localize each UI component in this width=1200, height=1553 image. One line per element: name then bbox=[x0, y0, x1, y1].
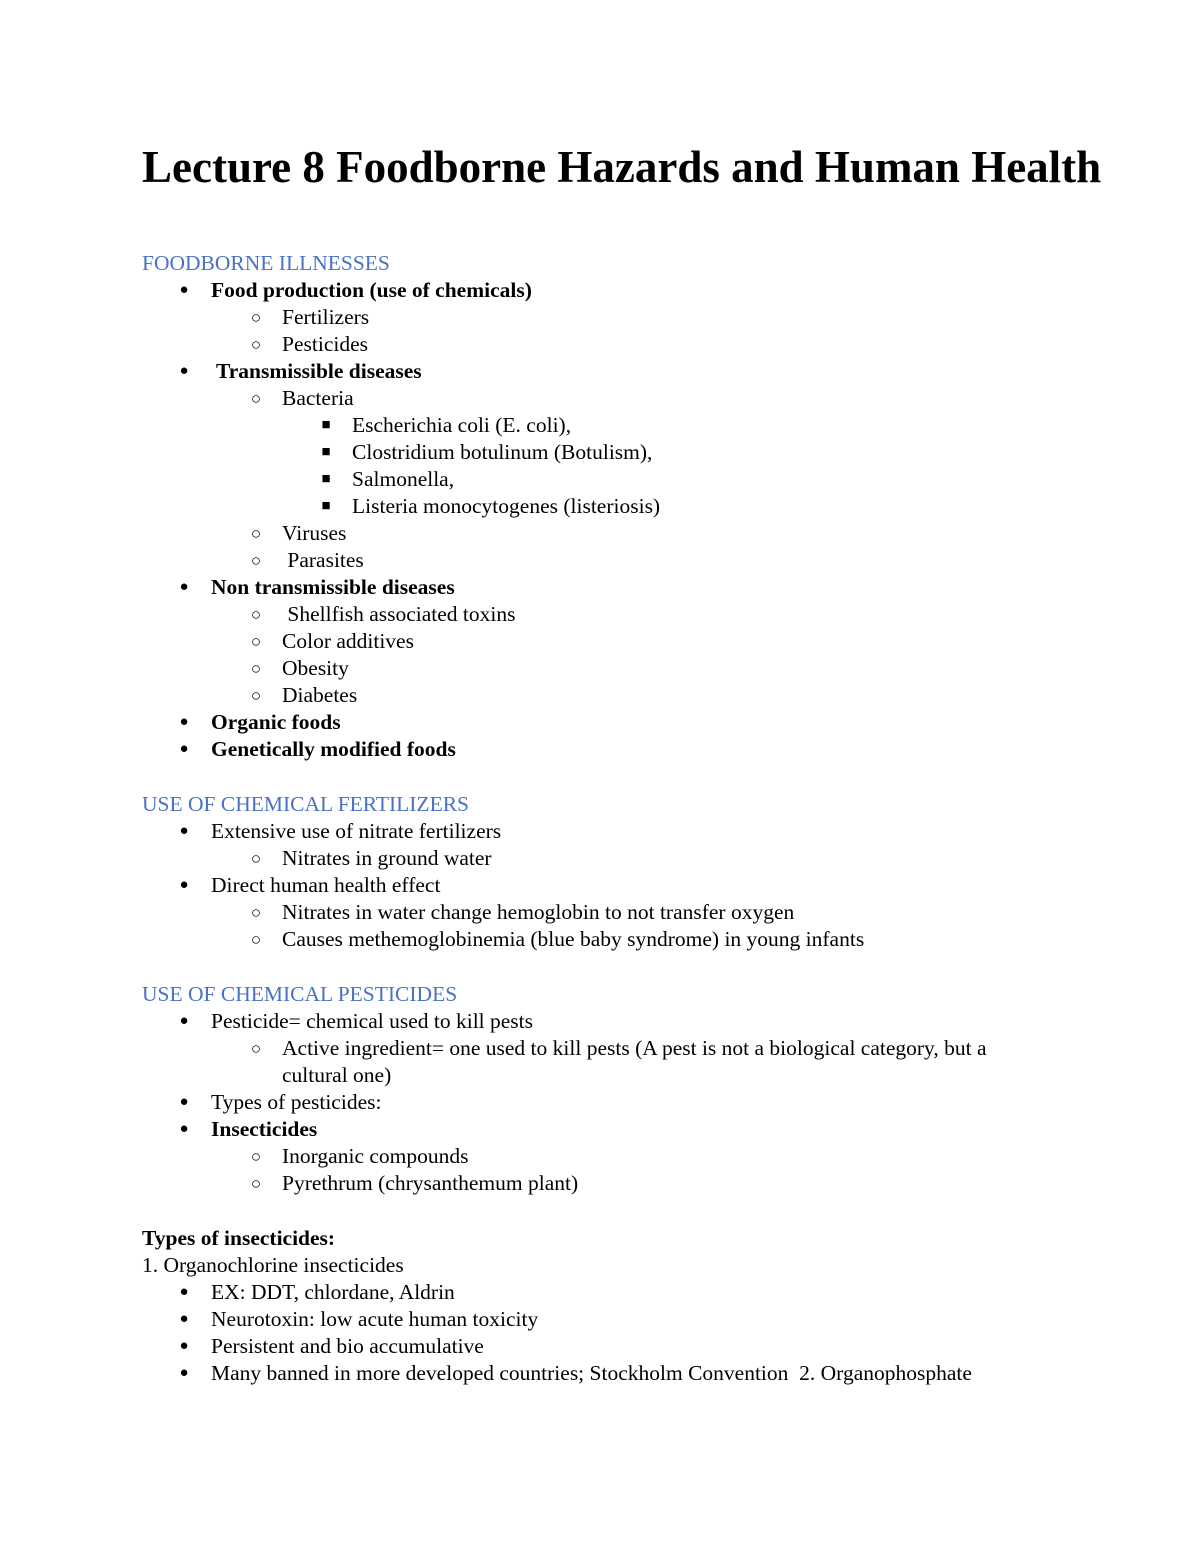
section-heading: USE OF CHEMICAL PESTICIDES bbox=[142, 982, 458, 1006]
numbered-item: 1. Organochlorine insecticides bbox=[142, 1253, 404, 1277]
bullet-square-icon: ■ bbox=[321, 498, 331, 514]
bullet-circle-icon: ○ bbox=[250, 903, 262, 922]
section-heading: USE OF CHEMICAL FERTILIZERS bbox=[142, 792, 469, 816]
bullet-circle-icon: ○ bbox=[250, 308, 262, 327]
bullet-disc-icon: ● bbox=[179, 363, 189, 379]
bullet-circle-icon: ○ bbox=[250, 335, 262, 354]
bullet-disc-icon: ● bbox=[179, 1121, 189, 1137]
section-heading: FOODBORNE ILLNESSES bbox=[142, 251, 390, 275]
bullet-circle-icon: ○ bbox=[250, 389, 262, 408]
bullet-circle-icon: ○ bbox=[250, 524, 262, 543]
bullet-circle-icon: ○ bbox=[250, 551, 262, 570]
bullet-disc-icon: ● bbox=[179, 1284, 189, 1300]
bullet-disc-icon: ● bbox=[179, 714, 189, 730]
bullet-disc-icon: ● bbox=[179, 579, 189, 595]
bullet-circle-icon: ○ bbox=[250, 605, 262, 624]
bullet-disc-icon: ● bbox=[179, 877, 189, 893]
bullet-disc-icon: ● bbox=[179, 1311, 189, 1327]
bullet-disc-icon: ● bbox=[179, 1338, 189, 1354]
bullet-disc-icon: ● bbox=[179, 282, 189, 298]
bullet-circle-icon: ○ bbox=[250, 1147, 262, 1166]
bullet-square-icon: ■ bbox=[321, 444, 331, 460]
bullet-circle-icon: ○ bbox=[250, 849, 262, 868]
document-page: Lecture 8 Foodborne Hazards and Human Health FOODBORNE ILLNESSES ● Food production (use of chemicals) ○ Fertilizers ○ Pesticides ● Transmissible diseases ○ Bacteria ■ Escherichia coli (E. coli), ■ Clostridium botulinum (Botulism), ■ Salmonella, ■ Listeria monocytogenes (listeriosis) ○ Viruses ○ Parasites ● Non transmissible diseases ○ Shellfish associated toxins ○ Color additives ○ Obesity ○ Diabetes ● Organic foods ● Genetically modified foods USE OF CHEMICAL FERTILIZERS ● Extensive use of nitrate fertilizers ○ Nitrates in ground water ● Direct human health effect ○ Nitrates in water change hemoglobin to not transfer oxygen ○ Causes methemoglobinemia (blue baby syndrome) in young infants USE OF CHEMICAL PESTICIDES ● Pesticide= chemical used to kill pests ○ Active ingredient= one used to kill pests (A pest is not a biological category, but a cultural one) ● Types of pesticides: ● Insecticides ○ Inorganic compounds ○ Pyrethrum (chrysanthemum plant) Types of insecticides: 1. Organochlorine insecticides ● EX: DDT, chlordane, Aldrin ● Neurotoxin: low acute human toxicity ● Persistent and bio accumulative ● Many banned in more developed countries; Stockholm Convention 2. Organophosphate bbox=[142, 142, 1102, 1385]
bullet-circle-icon: ○ bbox=[250, 930, 262, 949]
bullet-circle-icon: ○ bbox=[250, 1174, 262, 1193]
bullet-square-icon: ■ bbox=[321, 417, 331, 433]
bullet-disc-icon: ● bbox=[179, 1013, 189, 1029]
bullet-disc-icon: ● bbox=[179, 1094, 189, 1110]
bullet-circle-icon: ○ bbox=[250, 659, 262, 678]
bullet-square-icon: ■ bbox=[321, 471, 331, 487]
bullet-circle-icon: ○ bbox=[250, 1039, 262, 1058]
bullet-disc-icon: ● bbox=[179, 823, 189, 839]
section-heading: Types of insecticides: bbox=[142, 1226, 336, 1250]
bullet-disc-icon: ● bbox=[179, 1365, 189, 1381]
bullet-circle-icon: ○ bbox=[250, 632, 262, 651]
document-title: Lecture 8 Foodborne Hazards and Human Health bbox=[142, 142, 1102, 192]
bullet-disc-icon: ● bbox=[179, 741, 189, 757]
bullet-circle-icon: ○ bbox=[250, 686, 262, 705]
